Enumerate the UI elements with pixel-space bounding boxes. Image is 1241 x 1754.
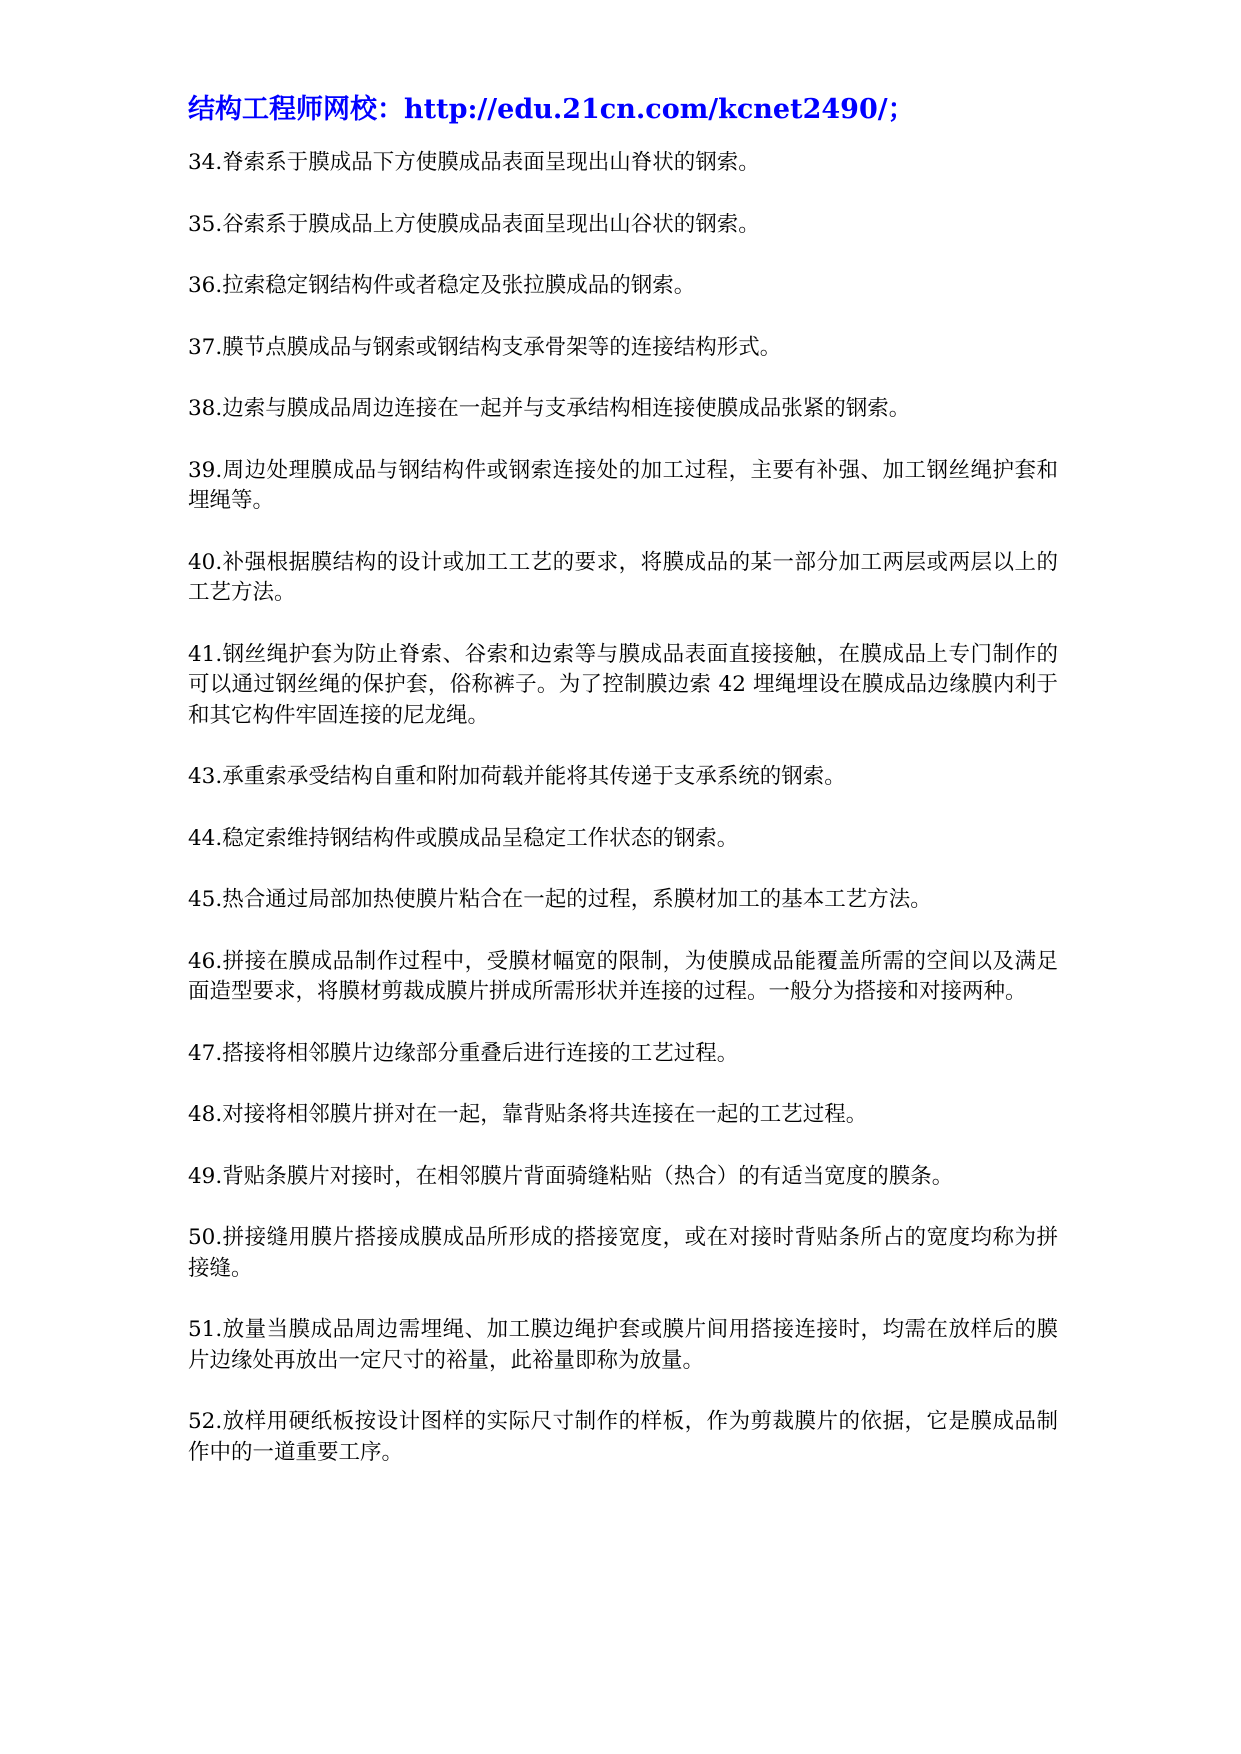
paragraph-52: 52.放样用硬纸板按设计图样的实际尺寸制作的样板，作为剪裁膜片的依据，它是膜成品制作中的一道重要工序。 <box>188 1409 1058 1465</box>
paragraph-39: 39.周边处理膜成品与钢结构件或钢索连接处的加工过程，主要有补强、加工钢丝绳护套和埋绳等。 <box>188 457 1058 513</box>
paragraph-40: 40.补强根据膜结构的设计或加工工艺的要求，将膜成品的某一部分加工两层或两层以上的工艺方法。 <box>188 549 1058 605</box>
paragraph-37: 37.膜节点膜成品与钢索或钢结构支承骨架等的连接结构形式。 <box>188 334 782 360</box>
paragraph-48: 48.对接将相邻膜片拼对在一起，靠背贴条将共连接在一起的工艺过程。 <box>188 1102 868 1127</box>
paragraph-46: 46.拼接在膜成品制作过程中，受膜材幅宽的限制，为使膜成品能覆盖所需的空间以及满足面造型要求，将膜材剪裁成膜片拼成所需形状并连接的过程。一般分为搭接和对接两种。 <box>188 948 1058 1004</box>
paragraph-34: 34.脊索系于膜成品下方使膜成品表面呈现出山脊状的钢索。 <box>188 150 760 175</box>
paragraph-35: 35.谷索系于膜成品上方使膜成品表面呈现出山谷状的钢索。 <box>188 211 760 237</box>
paragraph-49: 49.背贴条膜片对接时，在相邻膜片背面骑缝粘贴（热合）的有适当宽度的膜条。 <box>188 1163 954 1189</box>
paragraph-43: 43.承重索承受结构自重和附加荷载并能将其传递于支承系统的钢索。 <box>188 764 846 789</box>
paragraph-51: 51.放量当膜成品周边需埋绳、加工膜边绳护套或膜片间用搭接连接时，均需在放样后的膜片边缘处再放出一定尺寸的裕量，此裕量即称为放量。 <box>188 1317 1058 1373</box>
paragraph-47: 47.搭接将相邻膜片边缘部分重叠后进行连接的工艺过程。 <box>188 1040 739 1066</box>
paragraph-50: 50.拼接缝用膜片搭接成膜成品所形成的搭接宽度，或在对接时背贴条所占的宽度均称为拼接缝。 <box>188 1225 1058 1281</box>
paragraph-45: 45.热合通过局部加热使膜片粘合在一起的过程，系膜材加工的基本工艺方法。 <box>188 887 932 912</box>
document-body <box>188 148 1058 1499</box>
paragraph-44: 44.稳定索维持钢结构件或膜成品呈稳定工作状态的钢索。 <box>188 825 739 851</box>
paragraph-41: 41.钢丝绳护套为防止脊索、谷索和边索等与膜成品表面直接接触，在膜成品上专门制作的可以通过钢丝绳的保护套，俗称裤子。为了控制膜边索 42 埋绳埋设在膜成品边缘膜内利于和其它构件牢固连接的尼龙绳。 <box>188 641 1058 728</box>
header-link[interactable]: 结构工程师网校：http://edu.21cn.com/kcnet2490/； <box>188 94 915 125</box>
paragraph-38: 38.边索与膜成品周边连接在一起并与支承结构相连接使膜成品张紧的钢索。 <box>188 396 911 421</box>
paragraph-36: 36.拉索稳定钢结构件或者稳定及张拉膜成品的钢索。 <box>188 273 696 298</box>
